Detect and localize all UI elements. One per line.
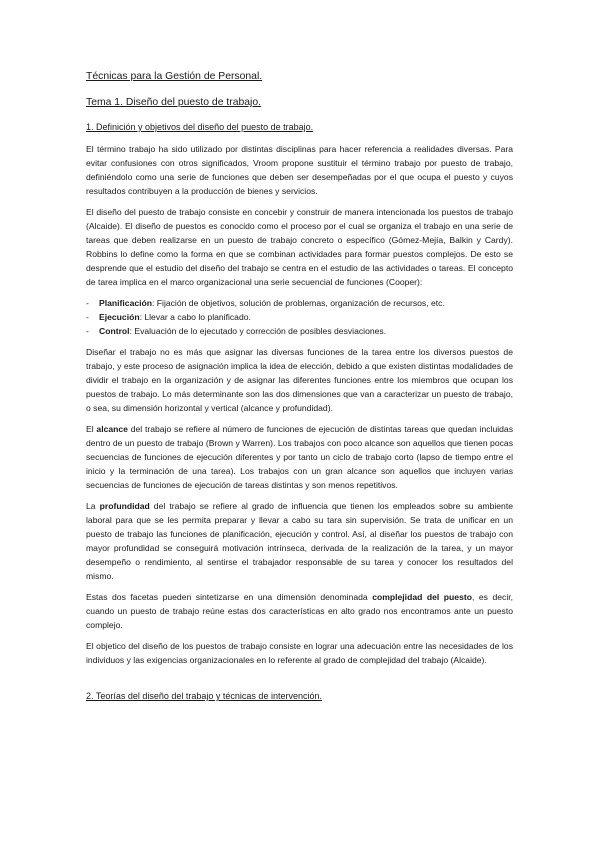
list-item-term: Control	[99, 326, 130, 336]
term-alcance: alcance	[96, 424, 128, 434]
document-title: Técnicas para la Gestión de Personal.	[86, 71, 263, 82]
paragraph-4-pre: El	[86, 424, 97, 434]
paragraph-6-pre: Estas dos facetas pueden sintetizarse en una dimensión denominada	[86, 592, 373, 602]
term-profundidad: profundidad	[99, 501, 150, 511]
list-item	[86, 296, 513, 310]
list-item	[86, 310, 513, 324]
list-item-term: Ejecución	[99, 312, 140, 322]
section-1-heading: 1. Definición y objetivos del diseño del puesto de trabajo.	[86, 122, 314, 132]
section-2-heading: 2. Teorías del diseño del trabajo y técnicas de intervención.	[86, 691, 322, 701]
paragraph-6-post: , es decir, cuando un puesto de trabajo reúne estas dos características en alto grado nos encontramos ante un puesto complejo.	[86, 592, 514, 630]
list-item-text: : Fijación de objetivos, solución de problemas, organización de recursos, etc.	[152, 298, 445, 308]
paragraph-5-post: del trabajo se refiere al grado de influencia que tienen los empleados sobre su ambiente laboral para que se les permita preparar y llevar a cabo su tara sin supervisión. Se trata de unificar en un puesto de trabajo las funciones de planificación, ejecución y control. Así, al diseñar los puestos de trabajo con mayor profundidad se conseguirá motivación intrínseca, derivada de la realización de la tarea, y un mayor desempeño o rendimiento, al sentirse el trabajador responsable de su tarea y conocer los resultados del mismo.	[86, 501, 513, 581]
list-item	[86, 324, 513, 338]
list-item-term: Planificación	[99, 298, 153, 308]
paragraph-6	[86, 590, 513, 632]
paragraph-5-pre: La	[86, 501, 100, 511]
term-complejidad: complejidad del puesto	[372, 592, 472, 602]
paragraph-4	[86, 422, 513, 492]
list-item-text: : Llevar a cabo lo planificado.	[139, 312, 251, 322]
paragraph-7: El objetico del diseño de los puestos de trabajo consiste en lograr una adecuación entre las necesidades de los individuos y las exigencias organizacionales en lo referente al grado de complejidad del trabajo (Alcaide).	[86, 641, 513, 665]
list-item-text: : Evaluación de lo ejecutado y corrección de posibles desviaciones.	[129, 326, 387, 336]
paragraph-2: El diseño del puesto de trabajo consiste en concebir y construir de manera intencionada los puestos de trabajo (Alcaide). El diseño de puestos es conocido como el proceso por el cual se organiza el trabajo en una serie de tareas que deben realizarse en un puesto de trabajo concreto o específico (Gómez-Mejía, Balkin y Cardy). Robbins lo define como la forma en que se combinan actividades para formar puestos complejos. De esto se desprende que el estudio del diseño del trabajo se centra en el estudio de las actividades o tareas. El concepto de tarea implica en el marco organizacional una serie secuencial de funciones (Cooper):	[86, 207, 513, 287]
paragraph-1: El término trabajo ha sido utilizado por distintas disciplinas para hacer referencia a realidades diversas. Para evitar confusiones con otros significados, Vroom propone sustituir el término trabajo por puesto de trabajo, definiéndolo como una serie de funciones que deben ser desempeñadas por el que ocupa el puesto y cuyos resultados contribuyen a la producción de bienes y servicios.	[86, 144, 513, 196]
task-functions-list	[86, 296, 513, 338]
chapter-heading: Tema 1. Diseño del puesto de trabajo.	[86, 97, 262, 108]
paragraph-4-post: del trabajo se refiere al número de funciones de ejecución de distintas tareas que quedan incluidas dentro de un puesto de trabajo (Brown y Warren). Los trabajos con poco alcance son aquellos que tienen pocas secuencias de funciones de ejecución diferentes y por tanto un ciclo de trabajo corto (lapso de tiempo entre el inicio y la terminación de una tarea). Los trabajos con un gran alcance son aquellos que incluyen varias secuencias de funciones de ejecución de tareas distintas y son menos repetitivos.	[86, 424, 513, 490]
paragraph-5	[86, 499, 513, 583]
paragraph-3: Diseñar el trabajo no es más que asignar las diversas funciones de la tarea entre los diversos puestos de trabajo, y este proceso de asignación implica la idea de elección, debido a que existen distintas modalidades de dividir el trabajo en la organización y de asignar las diferentes funciones entre los miembros que ocupan los puestos de trabajo. Lo más determinante son las dos dimensiones que van a caracterizar un puesto de trabajo, o sea, su dimensión horizontal y vertical (alcance y profundidad).	[86, 347, 513, 413]
